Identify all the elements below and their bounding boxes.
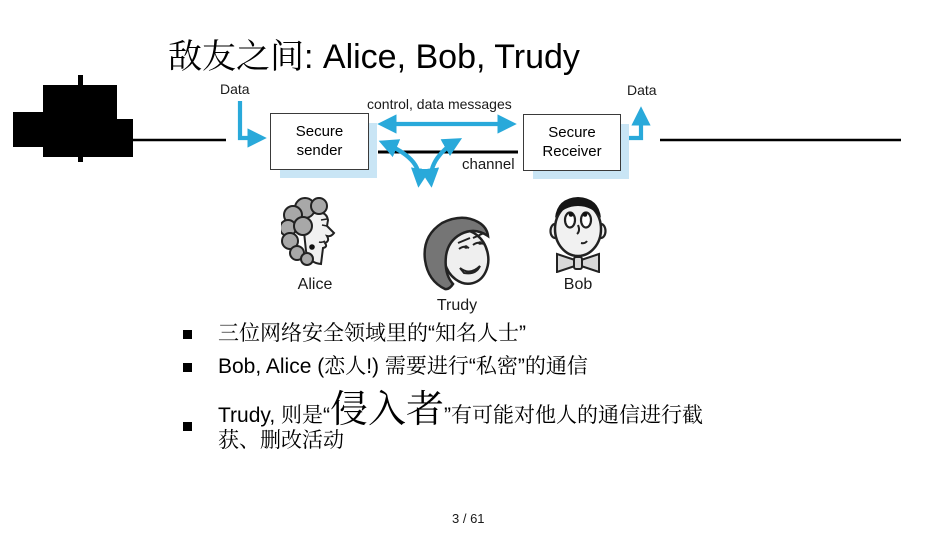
bullet-item-2	[183, 354, 588, 380]
bullet-square-icon	[183, 330, 192, 339]
intruder-emphasis: 侵入者	[330, 389, 445, 431]
bob-illustration	[540, 191, 616, 273]
receiver-label-line1: Secure	[548, 123, 596, 141]
bullet-item-1	[183, 321, 526, 347]
black-logo-silhouette	[13, 75, 133, 162]
bullet-3-suffix: ”有可能对他人的通信进行截获、删改活动	[218, 404, 704, 452]
alice-illustration	[281, 196, 349, 274]
page-number: 3 / 61	[452, 511, 485, 526]
data-label-right: Data	[627, 82, 657, 98]
intercept-arrow-right	[431, 141, 457, 182]
secure-receiver-box	[523, 114, 621, 171]
bob-name-label: Bob	[563, 276, 593, 293]
bullet-3-prefix: Trudy, 则是“	[218, 404, 331, 427]
page-title: 敌友之间: Alice, Bob, Trudy	[168, 38, 580, 76]
data-label-left: Data	[220, 81, 250, 97]
bob-bowtie	[557, 254, 599, 272]
receiver-label-line2: Receiver	[542, 142, 602, 160]
bullet-square-icon	[183, 422, 192, 431]
trudy-name-label: Trudy	[436, 297, 478, 314]
intercept-arrow-left	[384, 143, 419, 182]
alice-earring	[309, 244, 315, 250]
control-data-messages-label: control, data messages	[367, 96, 512, 112]
sender-label-line2: sender	[296, 141, 343, 159]
bullet-item-3	[183, 391, 734, 454]
data-in-arrow	[240, 101, 261, 138]
bullet-square-icon	[183, 363, 192, 372]
channel-label: channel	[462, 156, 515, 173]
sender-label-line1: Secure	[295, 122, 344, 140]
bullet-1-text: 三位网络安全领域里的“知名人士”	[218, 322, 526, 345]
bullet-2-text: Bob, Alice (恋人!) 需要进行“私密”的通信	[218, 355, 588, 378]
secure-sender-box	[270, 113, 369, 170]
trudy-illustration	[412, 210, 502, 298]
alice-name-label: Alice	[297, 276, 333, 293]
bullet-3-text	[218, 391, 734, 454]
